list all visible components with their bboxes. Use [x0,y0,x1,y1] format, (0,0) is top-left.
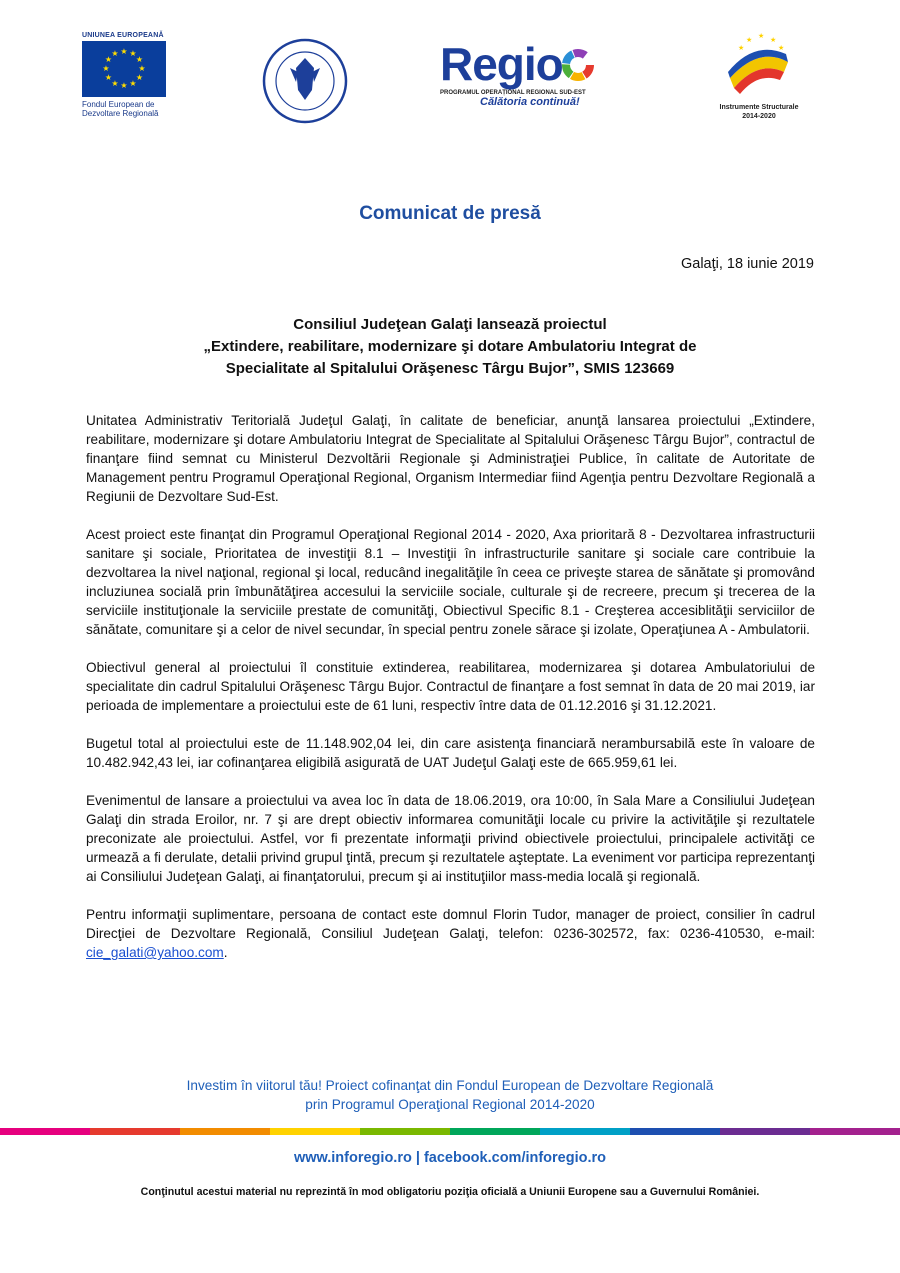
svg-text:★: ★ [129,79,137,88]
paragraph-funding: Acest proiect este finanţat din Programul Operaţional Regional 2014 - 2020, Axa prioritară 8 - Dezvoltarea infrastructurii sanitare şi sociale, Prioritatea de investiţii 8.1 – Investiţii în infrastructurile sanitare şi sociale care contribuie la dezvoltarea la nivel naţional, regional şi local, reducând inegalităţile în ceea ce priveşte starea de sănătate şi promovând incluziunea socială prin îmbunătăţirea accesului la serviciile sociale, culturale şi de recreere, precum şi trecerea de la serviciile instituţionale la serviciile prestate de comunităţi, Obiectivul Specific 8.1 - Creşterea accesiblităţii serviciilor de sănătate, comunitare şi a celor de nivel secundar, în special pentru zonele sărace şi izolate, Operaţiunea A - Ambulatorii. [86,527,815,637]
svg-text:★: ★ [111,49,119,58]
regio-ring-icon [561,48,595,82]
paragraph-intro: Unitatea Administrativ Teritorială Judeţul Galaţi, în calitate de beneficiar, anunţă lansarea proiectului „Extindere, reabilitare, modernizare şi dotare Ambulatoriu Integrat de Specialitate al Spitalului Orăşenesc Târgu Bujor”, contractul de finanţare fiind semnat cu Ministerul Dezvoltării Regionale şi Administraţiei Publice, în calitate de Autoritate de Management pentru Programul Operaţional Regional, Organism Intermediar fiind Agenţia pentru Dezvoltare Regională a Regiunii de Dezvoltare Sud-Est. [86,413,815,504]
regio-logo [440,40,610,120]
eu-fund-line-1: Fondul European de [82,100,155,109]
logo-bar [0,28,900,128]
paragraph-contact [86,905,815,962]
svg-text:★: ★ [738,44,745,52]
disclaimer: Conţinutul acestui material nu reprezintă în mod obligatoriu poziţia oficială a Uniunii Europene sau a Guvernului României. [140,1186,760,1198]
paragraph-objective: Obiectivul general al proiectului îl constituie extinderea, reabilitarea, modernizarea şi dotarea Ambulatoriului de specialitate din cadrul Spitalului Orăşenesc Târgu Bujor. Contractul de finanţare a fost semnat în data de 20 mai 2019, iar perioada de implementare a proiectului este de 61 luni, respectiv între data de 01.12.2016 şi 31.12.2021. [86,660,815,713]
svg-text:★: ★ [102,64,110,73]
footer-message [0,1076,900,1114]
press-headline [150,314,750,380]
svg-text:★: ★ [104,55,113,64]
regio-wordmark: Regio [440,38,563,90]
eu-caption: UNIUNEA EUROPEANĂ [82,32,164,39]
page-title: Comunicat de presă [359,203,541,224]
structural-instruments-caption [704,103,814,121]
svg-text:★: ★ [135,55,144,64]
paragraph-budget: Bugetul total al proiectului este de 11.148.902,04 lei, din care asistenţa financiară nerambursabilă este în valoare de 10.482.942,43 lei, iar cofinanţarea eligibilă asigurată de UAT Judeţul Galaţi este de 665.959,61 lei. [86,736,815,770]
svg-text:★: ★ [758,32,765,40]
structural-instruments-logo [704,32,814,132]
headline-line-1: Consiliul Judeţean Galaţi lansează proiectul [293,316,607,333]
footer-message-line-2: prin Programul Operaţional Regional 2014-2020 [305,1097,595,1112]
svg-text:★: ★ [746,36,753,44]
is-caption-line-2: 2014-2020 [742,113,776,120]
svg-text:★: ★ [129,49,137,58]
headline-line-2: „Extindere, reabilitare, modernizare şi dotare Ambulatoriu Integrat de [203,338,697,355]
press-body [86,411,815,981]
svg-text:★: ★ [104,73,113,82]
press-date: Galaţi, 18 iunie 2019 [680,256,814,272]
svg-text:★: ★ [778,44,785,52]
eu-fund-caption [82,100,172,118]
regio-program-caption: PROGRAMUL OPERAȚIONAL REGIONAL SUD-EST [440,90,586,96]
svg-text:★: ★ [120,47,128,56]
contact-text: Pentru informaţii suplimentare, persoana de contact este domnul Florin Tudor, manager de proiect, consilier în cadrul Direcţiei de Dezvoltare Regională, Consiliul Judeţean Galaţi, telefon: 0236-302572, fax: 0236-410530, e-mail: [86,907,815,941]
svg-text:★: ★ [120,81,128,90]
structural-instruments-icon [724,32,794,98]
svg-text:★: ★ [770,36,777,44]
eu-logo [82,32,172,118]
contact-end: . [223,945,228,960]
color-stripe [0,1128,900,1135]
svg-text:★: ★ [111,79,119,88]
footer-message-line-1: Investim în viitorul tău! Proiect cofinanţat din Fondul European de Dezvoltare Regională [186,1078,714,1093]
government-seal-icon [262,38,348,124]
eu-flag-icon [82,41,166,97]
svg-text:★: ★ [138,64,146,73]
website-links[interactable]: www.inforegio.ro | facebook.com/inforegio.ro [293,1150,607,1166]
is-caption-line-1: Instrumente Structurale [719,104,799,111]
regio-tagline: Călătoria continuă! [480,96,580,108]
contact-email-link[interactable]: cie_galati@yahoo.com [86,945,224,960]
eu-fund-line-2: Dezvoltare Regională [82,109,159,118]
svg-text:★: ★ [135,73,144,82]
paragraph-event: Evenimentul de lansare a proiectului va avea loc în data de 18.06.2019, ora 10:00, în Sala Mare a Consiliului Judeţean Galaţi din strada Eroilor, nr. 7 şi are drept obiectiv informarea comunităţii locale cu privire la activităţile şi rezultatele preconizate ale proiectului. Astfel, vor fi prezentate informaţii privind obiectivele proiectului, principalele activităţi ce urmează a fi derulate, detalii privind grupul ţintă, precum şi rezultatele aşteptate. La eveniment vor participa reprezentanţi ai Consiliului Judeţean Galaţi, ai finanţatorului, precum şi ai instituţiilor mass-media locală şi regională. [86,793,815,884]
headline-line-3: Specialitate al Spitalului Orăşenesc Târgu Bujor”, SMIS 123669 [225,360,675,377]
